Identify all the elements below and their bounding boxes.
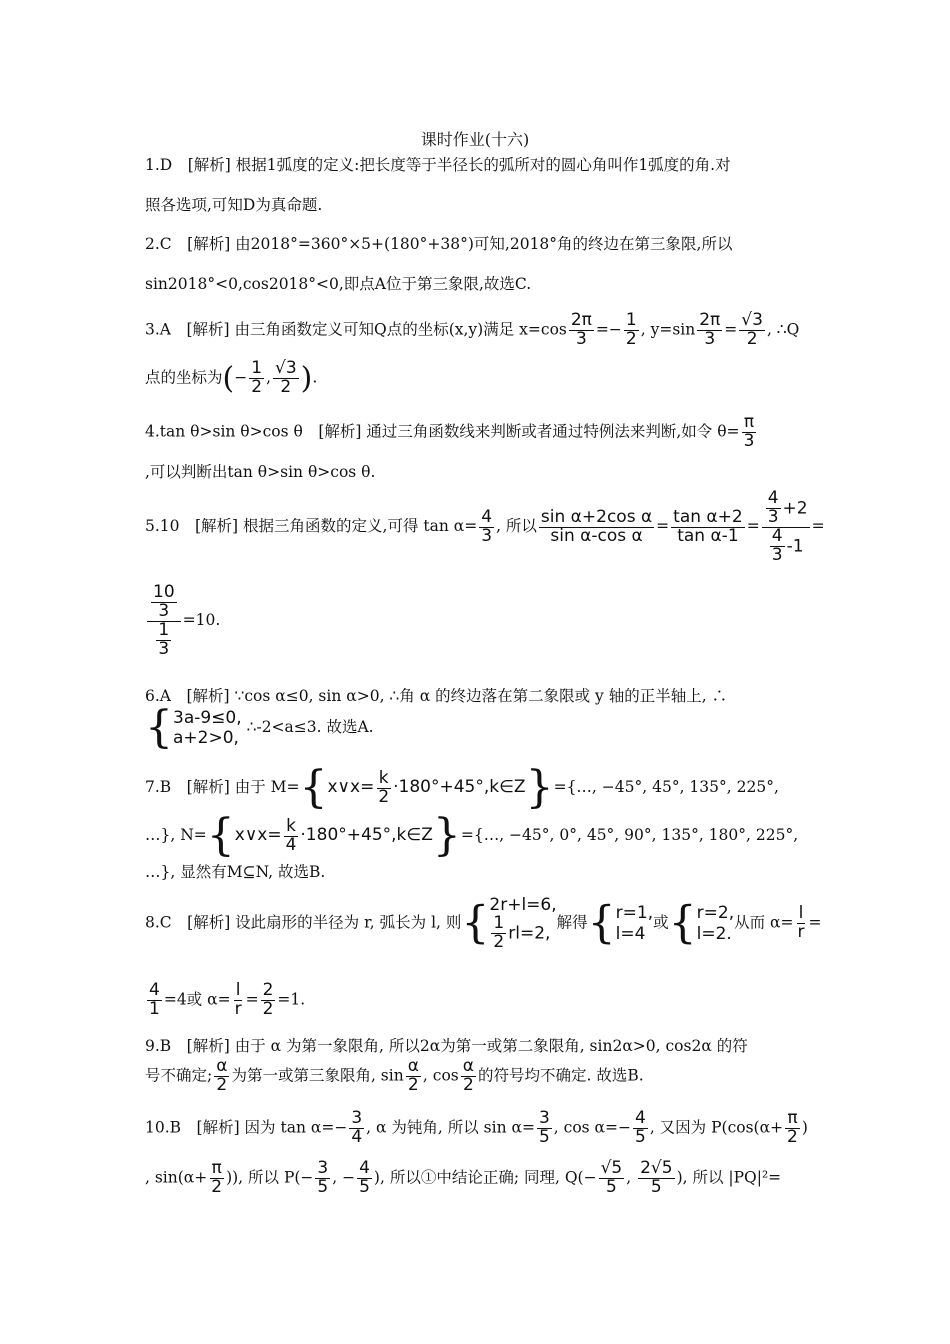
- answer-8-line-1: 8.C [解析] 设此扇形的半径为 r, 弧长为 l, 则{ 2r+l=6, $\frac{1}{2}$ rl=2, 解得{ r=1, l=4 或{ r=2, l=2. 从而 α= $\frac{l}{r}$ =: [145, 895, 822, 953]
- fraction: $\frac{√3}{2}$: [741, 310, 763, 349]
- fraction: $\frac{2\pi}{3}$: [570, 310, 592, 349]
- fraction: $\frac{\text{tan α+2}}{\text{tan α-1}}$: [673, 506, 743, 546]
- fraction: $\frac{√3}{2}$: [275, 358, 297, 397]
- fraction: $\frac{2√5}{5}$: [640, 1158, 673, 1197]
- fraction: $\frac{3}{5}$: [317, 1158, 329, 1197]
- solution-system: r=2, l=2.: [696, 903, 735, 944]
- fraction: $\frac{k}{2}$: [378, 767, 390, 807]
- fraction: $\frac{4}{1}$: [149, 980, 160, 1019]
- answer-3-line-1: 3.A [解析] 由三角函数定义可知Q点的坐标(x,y)满足 x=cos $\frac{2\pi}{3}$ =− $\frac{1}{2}$ , y=sin $\frac{2\pi}{3}$ = $\frac{√3}{2}$ , ∴Q: [145, 310, 800, 349]
- fraction: $\frac{\pi}{2}$: [211, 1158, 223, 1197]
- page-title: 课时作业(十六): [420, 130, 530, 149]
- fraction: $\frac{4}{3}$: [481, 506, 493, 546]
- fraction: $\frac{3}{5}$: [538, 1108, 550, 1147]
- fraction: $\frac{l}{r}$: [797, 903, 805, 943]
- fraction: $\frac{\alpha}{2}$: [407, 1056, 419, 1095]
- answer-2-line-1: 2.C [解析] 由2018°=360°×5+(180°+38°)可知,2018°角的终边在第三象限,所以: [145, 235, 733, 253]
- answer-7-line-1: 7.B [解析] 由于 M={x∨x= $\frac{k}{2}$ ·180°+45°,k∈Z}={…, −45°, 45°, 135°, 225°,: [145, 762, 779, 813]
- fraction: $\frac{l}{r}$: [234, 980, 242, 1019]
- solution-system: r=1, l=4: [615, 903, 654, 944]
- answer-6-line-1: 6.A [解析] ∵cos α≤0, sin α>0, ∴角 α 的终边落在第二象限或 y 轴的正半轴上, ∴: [145, 687, 728, 705]
- answer-7-line-3: …}, 显然有M⊆N, 故选B.: [145, 863, 326, 881]
- answer-4-line-2: ,可以判断出tan θ>sin θ>cos θ.: [145, 463, 376, 481]
- fraction: $\frac{1}{2}$: [625, 310, 637, 349]
- answer-3-line-2: 点的坐标为(− $\frac{1}{2}$ , $\frac{√3}{2}$ ).: [145, 358, 318, 397]
- answer-5-line-2: $\frac{\frac{10}{3}}{\frac{1}{3}}$ =10.: [145, 584, 810, 658]
- answer-4-line-1: 4.tan θ>sin θ>cos θ [解析] 通过三角函数线来判断或者通过特例法来判断,如令 θ= $\frac{\pi}{3}$: [145, 412, 755, 451]
- answer-10-line-2: , sin(α+ $\frac{\pi}{2}$ )), 所以 P(− $\frac{3}{5}$ , − $\frac{4}{5}$ ), 所以①中结论正确; 同理, Q(− $\frac{√5}{5}$ , $\frac{2√5}{5}$ ), 所以 |PQ|²=: [145, 1158, 782, 1197]
- answer-1-line-2: 照各选项,可知D为真命题.: [145, 196, 323, 214]
- answer-1-line-1: 1.D [解析] 根据1弧度的定义:把长度等于半径长的弧所对的圆心角叫作1弧度的角.对: [145, 156, 731, 174]
- text: 3.A [解析] 由三角函数定义可知Q点的坐标(x,y)满足 x=cos: [145, 320, 567, 339]
- answer-8-line-2: $\frac{4}{1}$ =4或 α= $\frac{l}{r}$ = $\frac{2}{2}$ =1.: [149, 980, 306, 1019]
- fraction: $\frac{\pi}{3}$: [743, 412, 755, 451]
- fraction: $\frac{4}{5}$: [359, 1158, 370, 1197]
- fraction: $\frac{\alpha}{2}$: [216, 1056, 228, 1095]
- answer-5-line-1: 5.10 [解析] 根据三角函数的定义,可得 tan α= $\frac{4}{3}$ , 所以 $\frac{\text{sin α+2cos α}}{\text{sin α-cos α}}$ = $\frac{\text{tan α+2}}{\text{tan α-1}}$ = $\frac{4}{3}$ +2 $\frac{4}{3}$ -1 =: [145, 488, 825, 565]
- equation-system: 2r+l=6, $\frac{1}{2}$ rl=2,: [489, 895, 557, 953]
- compound-fraction: $\frac{\frac{10}{3}}{\frac{1}{3}}$: [147, 584, 181, 658]
- answer-7-line-2: …}, N={x∨x= $\frac{k}{4}$ ·180°+45°,k∈Z}={…, −45°, 0°, 45°, 90°, 135°, 180°, 225°,: [145, 810, 799, 861]
- answer-10-line-1: 10.B [解析] 因为 tan α=− $\frac{3}{4}$ , α 为钝角, 所以 sin α= $\frac{3}{5}$ , cos α=− $\frac{4}{5}$ , 又因为 P(cos(α+ $\frac{\pi}{2}$ ): [145, 1108, 808, 1147]
- answer-9-line-2: 号不确定; $\frac{\alpha}{2}$ 为第一或第三象限角, sin $\frac{\alpha}{2}$ , cos $\frac{\alpha}{2}$ 的符号均不确定. 故选B.: [145, 1056, 644, 1095]
- fraction: $\frac{\alpha}{2}$: [462, 1056, 474, 1095]
- fraction: $\frac{1}{2}$: [251, 358, 263, 397]
- answer-2-line-2: sin2018°<0,cos2018°<0,即点A位于第三象限,故选C.: [145, 275, 532, 293]
- fraction: $\frac{2}{2}$: [262, 980, 274, 1019]
- fraction: $\frac{√5}{5}$: [600, 1158, 623, 1197]
- fraction: $\frac{2\pi}{3}$: [699, 310, 721, 349]
- compound-fraction: $\frac{4}{3}$ +2 $\frac{4}{3}$ -1: [762, 490, 810, 564]
- answer-6-line-2: { 3a-9≤0, a+2>0, ∴-2<a≤3. 故选A.: [145, 702, 374, 753]
- fraction: $\frac{4}{5}$: [634, 1108, 646, 1147]
- inequality-system: 3a-9≤0, a+2>0,: [173, 707, 242, 748]
- fraction: $\frac{\text{sin α+2cos α}}{\text{sin α-cos α}}$: [540, 506, 653, 546]
- fraction: $\frac{3}{4}$: [351, 1108, 363, 1147]
- answer-9-line-1: 9.B [解析] 由于 α 为第一象限角, 所以2α为第一或第二象限角, sin2α>0, cos2α 的符: [145, 1037, 748, 1055]
- fraction: $\frac{k}{4}$: [285, 815, 297, 855]
- fraction: $\frac{\pi}{2}$: [787, 1108, 798, 1147]
